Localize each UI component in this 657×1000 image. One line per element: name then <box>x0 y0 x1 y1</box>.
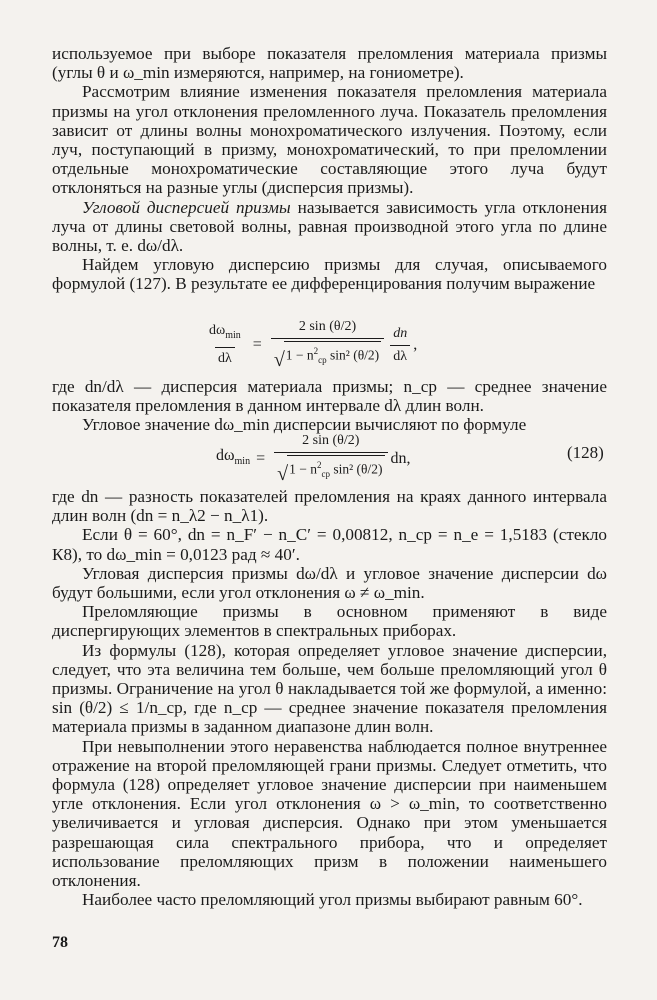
paragraph: Наиболее часто преломляющий угол призмы выбирают равным 60°. <box>82 890 583 910</box>
definition-text: называется зависимость угла отклонения луча от длины световой волны, равная производной этого угла по длине волны, т. е. dω/dλ. <box>52 197 607 256</box>
text-block-middle <box>52 377 607 435</box>
formula-angular-dispersion: $\frac{d\omega_{min}}{d\lambda}$ = 2 sin (θ/2) √ $1 - n^2_{ср}$ sin² (θ/2) $\frac{dn}{d\lambda}$ , <box>203 318 417 372</box>
paragraph: где dn — разность показателей преломления на краях данного интервала длин волн (dn = n_λ2 − n_λ1). <box>52 487 607 526</box>
paragraph: Угловое значение dω_min дисперсии вычисляют по формуле <box>82 415 527 435</box>
fraction-lhs: $\frac{d\omega_{min}}{d\lambda}$ <box>209 323 241 366</box>
text-block-top <box>52 44 607 294</box>
definition-paragraph <box>52 198 607 256</box>
paragraph: используемое при выборе показателя преломления материала призмы (углы θ и ω_min измеряются, например, на гониометре). <box>52 44 607 83</box>
text-block-bottom <box>52 487 607 909</box>
fraction-derivative: $\frac{dn}{d\lambda}$ <box>390 325 410 366</box>
paragraph: Рассмотрим влияние изменения показателя преломления материала призмы на угол отклонения преломленного луча. Показатель преломления зависит от длины волны монохроматического излучения. Поэтому, если луч, поступающий в призму, монохроматический, то при преломлении отдельные монохроматические составляющие этого луча будут отклоняться на разные углы (дисперсия призмы). <box>52 82 607 198</box>
definition-term: Угловой дисперсией призмы <box>82 197 291 217</box>
fraction-rhs: 2 sin (θ/2) √ $1 - n^2_{ср}$ sin² (θ/2) <box>274 432 387 486</box>
paragraph: где dn/dλ — дисперсия материала призмы; n_ср — среднее значение показателя преломления в данном интервале dλ длин волн. <box>52 377 607 416</box>
fraction-rhs: 2 sin (θ/2) √ $1 - n^2_{ср}$ sin² (θ/2) <box>271 318 384 372</box>
equation-number: (128) <box>567 443 604 462</box>
paragraph: Из формулы (128), которая определяет угловое значение дисперсии, следует, что эта величина тем больше, чем больше преломляющий угол θ призмы. Ограничение на угол θ накладывается той же формулой, а именно: sin (θ/2) ≤ 1/n_ср, где n_ср — среднее значение показателя преломления материала призмы в заданном диапазоне длин волн. <box>52 640 607 737</box>
formula-128: $d\omega_{min}$ = 2 sin (θ/2) √ $1 - n^2_{ср}$ sin² (θ/2) dn, <box>216 433 411 486</box>
page-number: 78 <box>52 934 68 951</box>
paragraph: Угловая дисперсия призмы dω/dλ и угловое значение дисперсии dω будут большими, если угол отклонения ω ≠ ω_min. <box>52 563 607 603</box>
paragraph: При невыполнении этого неравенства наблюдается полное внутреннее отражение на второй преломляющей грани призмы. Следует отметить, что формула (128) определяет угловое значение дисперсии при наименьшем угле отклонения. Если угол отклонения ω > ω_min, то соответственно увеличивается и угловая дисперсия. Однако при этом уменьшается разрешающая сила спектрального прибора, что и определяет использование преломляющих призм в положении наименьшего отклонения. <box>52 736 607 891</box>
paragraph: Найдем угловую дисперсию призмы для случая, описываемого формулой (127). В результате ее дифференцирования получим выражение <box>52 255 607 294</box>
paragraph: Если θ = 60°, dn = n_F′ − n_C′ = 0,00812, n_ср = n_e = 1,5183 (стекло К8), то dω_min = 0,0123 рад ≈ 40′. <box>52 525 607 564</box>
paragraph: Преломляющие призмы в основном применяют в виде диспергирующих элементов в спектральных приборах. <box>52 602 607 641</box>
